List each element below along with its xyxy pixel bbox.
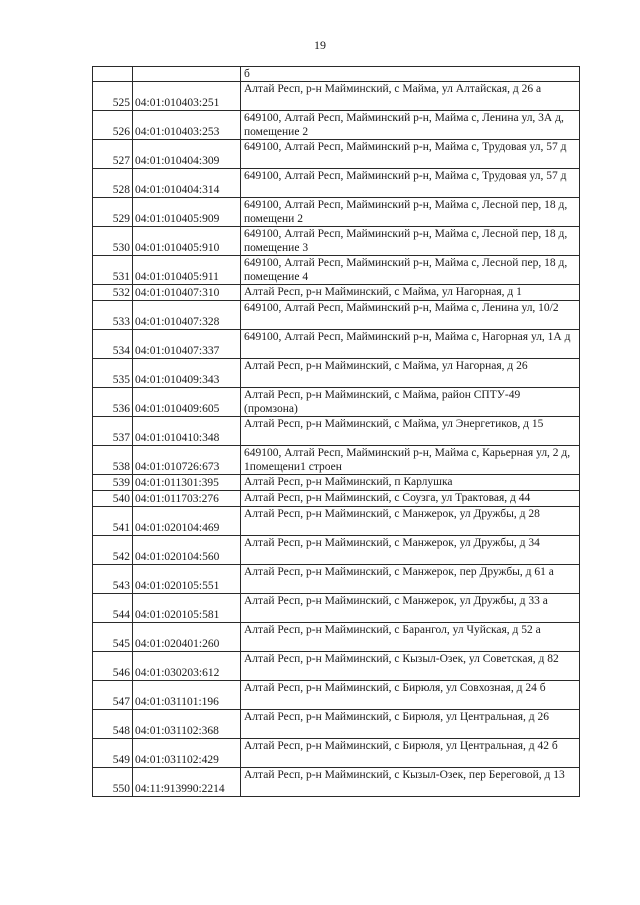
row-number: 529 — [93, 198, 133, 227]
table-row — [93, 507, 580, 536]
address-text: Алтай Респ, р-н Майминский, с Кызыл-Озек, ул Советская, д 82 — [241, 652, 580, 681]
row-number: 542 — [93, 536, 133, 565]
table-row — [93, 446, 580, 475]
address-text: Алтай Респ, р-н Майминский, с Кызыл-Озек, пер Береговой, д 13 — [241, 768, 580, 797]
table-row — [93, 710, 580, 739]
page-number: 19 — [314, 38, 326, 52]
table-row — [93, 111, 580, 140]
cadastral-number: 04:01:010403:253 — [133, 111, 241, 140]
cadastral-number: 04:01:010404:314 — [133, 169, 241, 198]
cadastral-number: 04:01:020105:551 — [133, 565, 241, 594]
cadastral-number: 04:01:030203:612 — [133, 652, 241, 681]
row-number — [93, 67, 133, 82]
table-row — [93, 301, 580, 330]
row-number: 528 — [93, 169, 133, 198]
cadastral-number: 04:01:010405:909 — [133, 198, 241, 227]
row-number: 547 — [93, 681, 133, 710]
address-text: Алтай Респ, р-н Майминский, с Манжерок, ул Дружбы, д 34 — [241, 536, 580, 565]
table-row — [93, 623, 580, 652]
cadastral-number: 04:01:010409:343 — [133, 359, 241, 388]
cadastral-number — [133, 67, 241, 82]
table-row — [93, 565, 580, 594]
address-text: Алтай Респ, р-н Майминский, с Манжерок, пер Дружбы, д 61 а — [241, 565, 580, 594]
cadastral-number: 04:01:010726:673 — [133, 446, 241, 475]
row-number: 544 — [93, 594, 133, 623]
table-body — [93, 67, 580, 797]
address-text: 649100, Алтай Респ, Майминский р-н, Майма с, Трудовая ул, 57 д — [241, 140, 580, 169]
cadastral-number: 04:01:031102:429 — [133, 739, 241, 768]
address-text: Алтай Респ, р-н Майминский, с Манжерок, ул Дружбы, д 28 — [241, 507, 580, 536]
cadastral-number: 04:01:010407:337 — [133, 330, 241, 359]
cadastral-number: 04:11:913990:2214 — [133, 768, 241, 797]
address-text: 649100, Алтай Респ, Майминский р-н, Майма с, Трудовая ул, 57 д — [241, 169, 580, 198]
cadastral-number: 04:01:010407:328 — [133, 301, 241, 330]
table-row — [93, 285, 580, 301]
address-text: 649100, Алтай Респ, Майминский р-н, Майма с, Лесной пер, 18 д, помещени 2 — [241, 198, 580, 227]
cadastral-number: 04:01:031102:368 — [133, 710, 241, 739]
row-number: 532 — [93, 285, 133, 301]
row-number: 534 — [93, 330, 133, 359]
table-row — [93, 82, 580, 111]
address-text: Алтай Респ, р-н Майминский, с Майма, район СПТУ-49 (промзона) — [241, 388, 580, 417]
cadastral-number: 04:01:010403:251 — [133, 82, 241, 111]
row-number: 546 — [93, 652, 133, 681]
table-row — [93, 227, 580, 256]
row-number: 537 — [93, 417, 133, 446]
address-text: 649100, Алтай Респ, Майминский р-н, Майма с, Лесной пер, 18 д, помещение 4 — [241, 256, 580, 285]
row-number: 545 — [93, 623, 133, 652]
address-text: 649100, Алтай Респ, Майминский р-н, Майма с, Нагорная ул, 1А д — [241, 330, 580, 359]
cadastral-number: 04:01:010407:310 — [133, 285, 241, 301]
table-row — [93, 140, 580, 169]
table-row — [93, 536, 580, 565]
cadastral-number: 04:01:031101:196 — [133, 681, 241, 710]
address-text: 649100, Алтай Респ, Майминский р-н, Майма с, Ленина ул, 10/2 — [241, 301, 580, 330]
table-row — [93, 198, 580, 227]
row-number: 548 — [93, 710, 133, 739]
row-number: 543 — [93, 565, 133, 594]
cadastral-number: 04:01:010404:309 — [133, 140, 241, 169]
table-row — [93, 256, 580, 285]
row-number: 540 — [93, 491, 133, 507]
row-number: 549 — [93, 739, 133, 768]
address-text: 649100, Алтай Респ, Майминский р-н, Майма с, Карьерная ул, 2 д, 1помещени1 строен — [241, 446, 580, 475]
address-text: 649100, Алтай Респ, Майминский р-н, Майма с, Лесной пер, 18 д, помещение 3 — [241, 227, 580, 256]
address-text: б — [241, 67, 580, 82]
row-number: 525 — [93, 82, 133, 111]
table-row — [93, 330, 580, 359]
row-number: 538 — [93, 446, 133, 475]
row-number: 535 — [93, 359, 133, 388]
row-number: 527 — [93, 140, 133, 169]
row-number: 539 — [93, 475, 133, 491]
row-number: 526 — [93, 111, 133, 140]
cadastral-number: 04:01:010405:910 — [133, 227, 241, 256]
address-text: Алтай Респ, р-н Майминский, с Бирюля, ул Центральная, д 42 б — [241, 739, 580, 768]
table-row — [93, 652, 580, 681]
address-text: Алтай Респ, р-н Майминский, с Барангол, ул Чуйская, д 52 а — [241, 623, 580, 652]
cadastral-number: 04:01:010409:605 — [133, 388, 241, 417]
cadastral-number: 04:01:020401:260 — [133, 623, 241, 652]
address-text: Алтай Респ, р-н Майминский, с Соузга, ул Трактовая, д 44 — [241, 491, 580, 507]
row-number: 531 — [93, 256, 133, 285]
row-number: 550 — [93, 768, 133, 797]
table-row — [93, 491, 580, 507]
table-row-continued — [93, 67, 580, 82]
cadastral-number: 04:01:010405:911 — [133, 256, 241, 285]
cadastral-number: 04:01:020105:581 — [133, 594, 241, 623]
cadastral-number: 04:01:011703:276 — [133, 491, 241, 507]
address-text: Алтай Респ, р-н Майминский, с Майма, ул Нагорная, д 26 — [241, 359, 580, 388]
property-table — [92, 66, 580, 797]
address-text: Алтай Респ, р-н Майминский, п Карлушка — [241, 475, 580, 491]
row-number: 533 — [93, 301, 133, 330]
table-row — [93, 169, 580, 198]
table-row — [93, 359, 580, 388]
address-text: Алтай Респ, р-н Майминский, с Бирюля, ул Центральная, д 26 — [241, 710, 580, 739]
address-text: Алтай Респ, р-н Майминский, с Манжерок, ул Дружбы, д 33 а — [241, 594, 580, 623]
address-text: 649100, Алтай Респ, Майминский р-н, Майма с, Ленина ул, 3А д, помещение 2 — [241, 111, 580, 140]
row-number: 536 — [93, 388, 133, 417]
table-row — [93, 768, 580, 797]
table-row — [93, 594, 580, 623]
row-number: 530 — [93, 227, 133, 256]
cadastral-number: 04:01:010410:348 — [133, 417, 241, 446]
cadastral-number: 04:01:011301:395 — [133, 475, 241, 491]
table-row — [93, 739, 580, 768]
table-row — [93, 681, 580, 710]
row-number: 541 — [93, 507, 133, 536]
table-row — [93, 417, 580, 446]
cadastral-number: 04:01:020104:469 — [133, 507, 241, 536]
address-text: Алтай Респ, р-н Майминский, с Майма, ул Энергетиков, д 15 — [241, 417, 580, 446]
cadastral-number: 04:01:020104:560 — [133, 536, 241, 565]
address-text: Алтай Респ, р-н Майминский, с Майма, ул Алтайская, д 26 а — [241, 82, 580, 111]
address-text: Алтай Респ, р-н Майминский, с Майма, ул Нагорная, д 1 — [241, 285, 580, 301]
table-row — [93, 388, 580, 417]
table-row — [93, 475, 580, 491]
address-text: Алтай Респ, р-н Майминский, с Бирюля, ул Совхозная, д 24 б — [241, 681, 580, 710]
